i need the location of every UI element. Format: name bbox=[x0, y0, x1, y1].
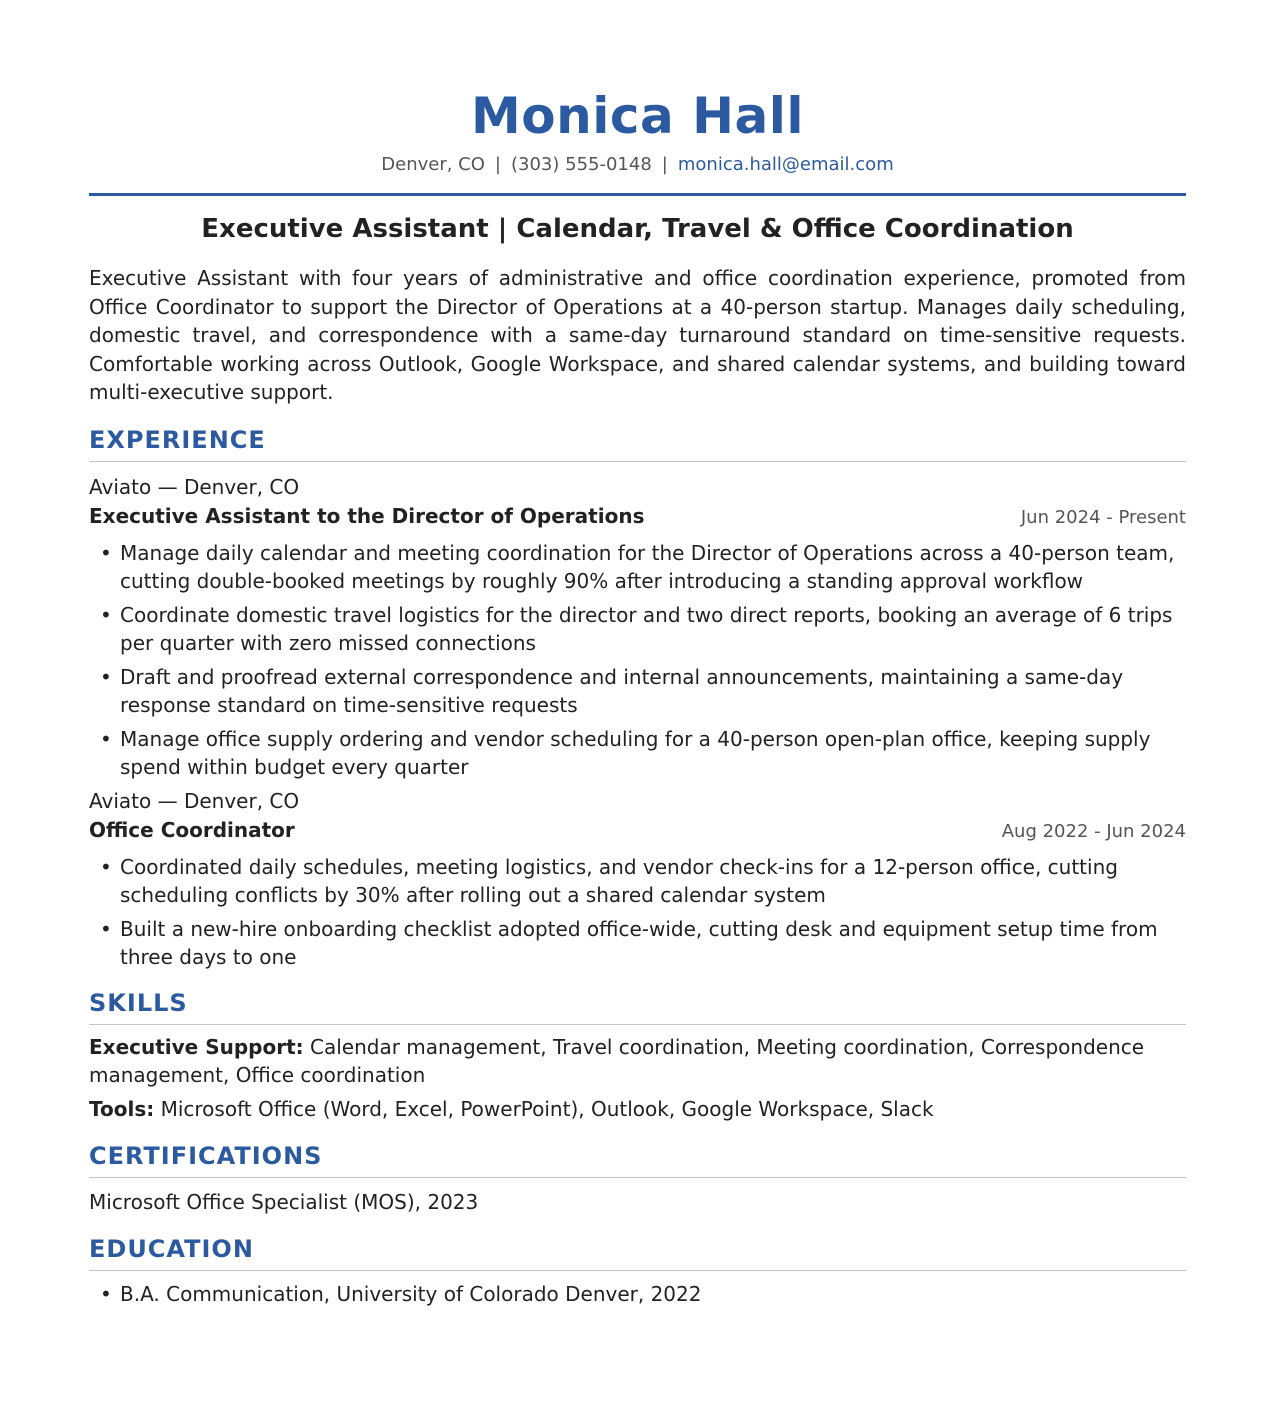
bullet-icon: • bbox=[100, 726, 112, 751]
email-link[interactable]: monica.hall@email.com bbox=[677, 154, 894, 175]
bullet-text: Built a new-hire onboarding checklist adopted office-wide, cutting desk and equipment setup time from three days to one bbox=[120, 916, 1158, 969]
section-title-experience: EXPERIENCE bbox=[89, 425, 266, 454]
job-title: Executive Assistant to the Director of Operations bbox=[89, 503, 645, 528]
job-dates: Jun 2024 - Present bbox=[1020, 506, 1186, 528]
section-title-skills: SKILLS bbox=[89, 988, 188, 1017]
education-list bbox=[89, 1280, 1186, 1309]
job-bullets bbox=[89, 853, 1186, 972]
skill-group bbox=[89, 1033, 1186, 1090]
role-row bbox=[89, 501, 1186, 533]
list-item bbox=[89, 915, 1186, 972]
bullet-icon: • bbox=[100, 664, 112, 689]
location: Denver, CO bbox=[381, 154, 485, 175]
certification-item: Microsoft Office Specialist (MOS), 2023 bbox=[89, 1190, 479, 1214]
contact-separator: | bbox=[494, 154, 501, 175]
skill-value: Microsoft Office (Word, Excel, PowerPoint), Outlook, Google Workspace, Slack bbox=[160, 1096, 934, 1121]
skills-section bbox=[89, 988, 1186, 1124]
list-item bbox=[89, 539, 1186, 596]
bullet-icon: • bbox=[100, 540, 112, 565]
section-title-certifications: CERTIFICATIONS bbox=[89, 1142, 323, 1170]
skill-label: Executive Support: bbox=[89, 1034, 304, 1059]
role-row bbox=[89, 815, 1186, 847]
education-section bbox=[89, 1234, 1186, 1309]
skill-value: Calendar management, Travel coordination, Meeting coordination, Correspondence management, Office coordination bbox=[89, 1034, 1145, 1087]
certifications-section bbox=[89, 1141, 1186, 1216]
list-item bbox=[89, 853, 1186, 910]
job-entry bbox=[89, 473, 1186, 782]
list-item bbox=[89, 1280, 1186, 1309]
bullet-text: Manage office supply ordering and vendor scheduling for a 40-person open-plan office, keeping supply spend within budget every quarter bbox=[120, 726, 1151, 779]
education-item: B.A. Communication, University of Colorado Denver, 2022 bbox=[120, 1282, 702, 1306]
section-divider bbox=[89, 1024, 1186, 1025]
bullet-icon: • bbox=[100, 602, 112, 627]
job-dates: Aug 2022 - Jun 2024 bbox=[1001, 820, 1186, 842]
candidate-name: Monica Hall bbox=[471, 87, 804, 145]
job-bullets bbox=[89, 539, 1186, 782]
section-divider bbox=[89, 1270, 1186, 1271]
skill-group bbox=[89, 1095, 1186, 1124]
bullet-text: Coordinate domestic travel logistics for the director and two direct reports, booking an average of 6 trips per quarter with zero missed connections bbox=[120, 602, 1173, 655]
bullet-text: Coordinated daily schedules, meeting logistics, and vendor check-ins for a 12-person office, cutting scheduling conflicts by 30% after rolling out a shared calendar system bbox=[120, 854, 1118, 907]
bullet-text: Draft and proofread external correspondence and internal announcements, maintaining a same-day response standard on time-sensitive requests bbox=[120, 664, 1124, 717]
section-title-education: EDUCATION bbox=[89, 1235, 254, 1263]
skill-label: Tools: bbox=[89, 1096, 155, 1121]
experience-section bbox=[89, 425, 1186, 972]
section-divider bbox=[89, 461, 1186, 462]
summary: Executive Assistant with four years of administrative and office coordination experience, promoted from Office Coordinator to support the Director of Operations at a 40-person startup. Manages daily scheduling, domestic travel, and correspondence with a same-day turnaround standard on time-sensitive requests. Comfortable working across Outlook, Google Workspace, and shared calendar systems, and building toward multi-executive support. bbox=[89, 266, 1186, 404]
list-item bbox=[89, 601, 1186, 658]
contact-line bbox=[89, 154, 1186, 176]
bullet-text: Manage daily calendar and meeting coordination for the Director of Operations across a 40-person team, cutting double-booked meetings by roughly 90% after introducing a standing approval workflow bbox=[120, 540, 1175, 593]
company: Aviato — Denver, CO bbox=[89, 474, 300, 499]
company: Aviato — Denver, CO bbox=[89, 788, 300, 813]
bullet-icon: • bbox=[100, 1282, 112, 1306]
list-item bbox=[89, 725, 1186, 782]
headline: Executive Assistant | Calendar, Travel & Office Coordination bbox=[201, 214, 1074, 244]
list-item bbox=[89, 663, 1186, 720]
header-divider bbox=[89, 193, 1186, 196]
job-title: Office Coordinator bbox=[89, 817, 295, 842]
contact-separator: | bbox=[661, 154, 668, 175]
bullet-icon: • bbox=[100, 854, 112, 879]
section-divider bbox=[89, 1177, 1186, 1178]
job-entry bbox=[89, 787, 1186, 972]
phone: (303) 555-0148 bbox=[511, 154, 652, 175]
bullet-icon: • bbox=[100, 916, 112, 941]
